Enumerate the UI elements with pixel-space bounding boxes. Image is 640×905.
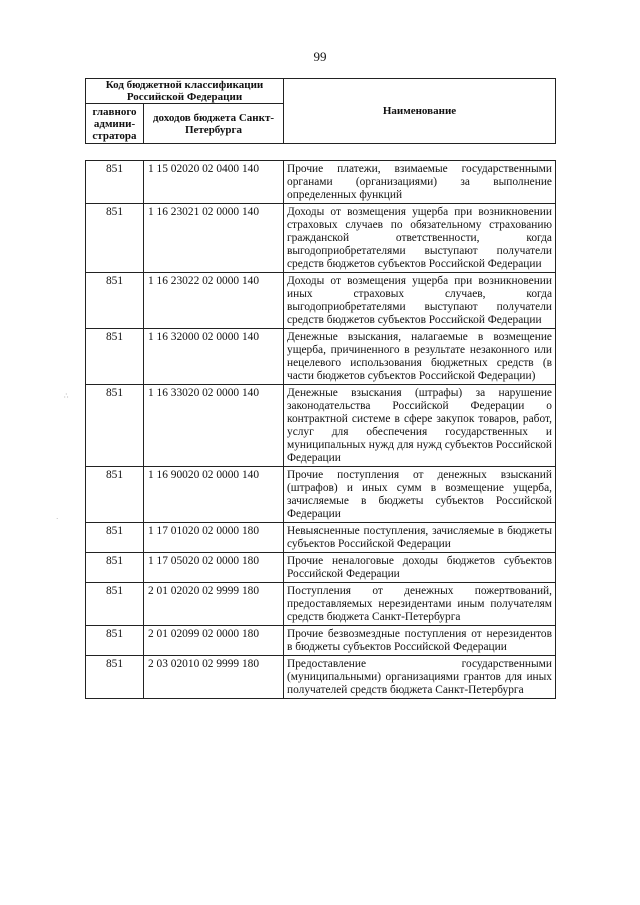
classification-table	[85, 160, 556, 699]
table-row	[86, 467, 556, 523]
margin-mark: ·	[56, 515, 59, 523]
name-column-header: Наименование	[284, 79, 556, 144]
name-cell: Прочие платежи, взимаемые государственными органами (организациями) за выполнение определенных функций	[284, 161, 556, 204]
admin-code-cell: 851	[86, 161, 144, 204]
income-code-cell: 1 16 23022 02 0000 140	[144, 273, 284, 329]
table-row	[86, 161, 556, 204]
income-code-cell: 2 01 02020 02 9999 180	[144, 583, 284, 626]
name-cell: Предоставление государственными (муниципальными) организациями грантов для иных получателей средств бюджета Санкт-Петербурга	[284, 656, 556, 699]
income-code-cell: 1 16 33020 02 0000 140	[144, 385, 284, 467]
name-cell: Поступления от денежных пожертвований, предоставляемых нерезидентами иным получателям средств бюджета Санкт-Петербурга	[284, 583, 556, 626]
table-row	[86, 583, 556, 626]
admin-code-cell: 851	[86, 626, 144, 656]
table-row	[86, 656, 556, 699]
name-cell: Доходы от возмещения ущерба при возникновении иных страховых случаев, когда выгодоприобретателями выступают получатели средств бюджетов субъектов Российской Федерации	[284, 273, 556, 329]
admin-code-cell: 851	[86, 523, 144, 553]
income-code-cell: 1 16 90020 02 0000 140	[144, 467, 284, 523]
income-column-header: доходов бюджета Санкт-Петербурга	[144, 104, 284, 144]
income-code-cell: 1 17 05020 02 0000 180	[144, 553, 284, 583]
header-table	[85, 78, 556, 144]
admin-code-cell: 851	[86, 273, 144, 329]
admin-code-cell: 851	[86, 656, 144, 699]
name-cell: Денежные взыскания, налагаемые в возмещение ущерба, причиненного в результате незаконного или нецелевого использования бюджетных средств (в части бюджетов субъектов Российской Федерации)	[284, 329, 556, 385]
income-code-cell: 1 16 23021 02 0000 140	[144, 204, 284, 273]
table-row	[86, 329, 556, 385]
admin-code-cell: 851	[86, 204, 144, 273]
table-row	[86, 626, 556, 656]
name-cell: Доходы от возмещения ущерба при возникновении страховых случаев по обязательному страхованию гражданской ответственности, когда выгодоприобретателями выступают получатели средств бюджетов субъектов Российской Федерации	[284, 204, 556, 273]
budget-classification-header: Код бюджетной классификации Российской Федерации	[86, 79, 284, 104]
admin-code-cell: 851	[86, 553, 144, 583]
name-cell: Прочие поступления от денежных взысканий (штрафов) и иных сумм в возмещение ущерба, зачисляемые в бюджеты субъектов Российской Федерации	[284, 467, 556, 523]
admin-column-header: главного админи-стратора	[86, 104, 144, 144]
income-code-cell: 2 03 02010 02 9999 180	[144, 656, 284, 699]
name-cell: Денежные взыскания (штрафы) за нарушение законодательства Российской Федерации о контрактной системе в сфере закупок товаров, работ, услуг для обеспечения государственных и муниципальных нужд для нужд субъектов Российской Федерации	[284, 385, 556, 467]
admin-code-cell: 851	[86, 583, 144, 626]
table-row	[86, 385, 556, 467]
name-cell: Прочие безвозмездные поступления от нерезидентов в бюджеты субъектов Российской Федерации	[284, 626, 556, 656]
table-row	[86, 523, 556, 553]
income-code-cell: 1 15 02020 02 0400 140	[144, 161, 284, 204]
name-cell: Невыясненные поступления, зачисляемые в бюджеты субъектов Российской Федерации	[284, 523, 556, 553]
table-row	[86, 553, 556, 583]
income-code-cell: 1 16 32000 02 0000 140	[144, 329, 284, 385]
admin-code-cell: 851	[86, 385, 144, 467]
admin-code-cell: 851	[86, 329, 144, 385]
page-number: 99	[313, 49, 327, 64]
income-code-cell: 2 01 02099 02 0000 180	[144, 626, 284, 656]
name-cell: Прочие неналоговые доходы бюджетов субъектов Российской Федерации	[284, 553, 556, 583]
table-row	[86, 273, 556, 329]
table-row	[86, 204, 556, 273]
admin-code-cell: 851	[86, 467, 144, 523]
income-code-cell: 1 17 01020 02 0000 180	[144, 523, 284, 553]
margin-mark: ∴	[64, 392, 69, 400]
